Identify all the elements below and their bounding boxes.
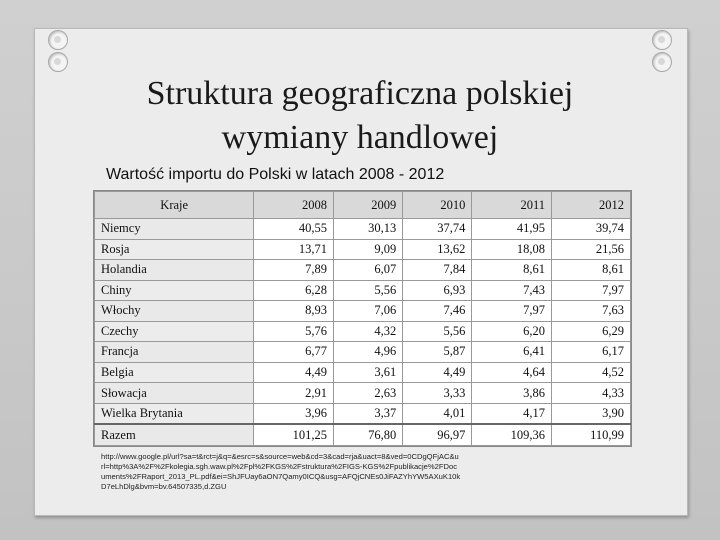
value-cell: 3,61: [334, 362, 403, 383]
value-cell: 4,49: [254, 362, 334, 383]
table-row: [95, 239, 631, 260]
table-row: [95, 301, 631, 322]
value-cell: 109,36: [472, 424, 552, 445]
country-cell: Czechy: [95, 321, 254, 342]
value-cell: 30,13: [334, 219, 403, 240]
value-cell: 5,76: [254, 321, 334, 342]
value-cell: 40,55: [254, 219, 334, 240]
value-cell: 3,86: [472, 383, 552, 404]
value-cell: 4,96: [334, 342, 403, 363]
table-row: [95, 219, 631, 240]
value-cell: 101,25: [254, 424, 334, 445]
table-row: [95, 403, 631, 424]
top-right-ring-icon: [652, 30, 672, 50]
value-cell: 4,17: [472, 403, 552, 424]
value-cell: 37,74: [403, 219, 472, 240]
top-left-ring-icon: [48, 52, 68, 72]
value-cell: 18,08: [472, 239, 552, 260]
value-cell: 76,80: [334, 424, 403, 445]
table-row: [95, 424, 631, 445]
import-table: [94, 191, 631, 446]
value-cell: 4,49: [403, 362, 472, 383]
value-cell: 6,07: [334, 260, 403, 281]
value-cell: 6,41: [472, 342, 552, 363]
value-cell: 7,06: [334, 301, 403, 322]
slide-title-line-2: wymiany handlowej: [221, 119, 499, 156]
table-row: [95, 383, 631, 404]
value-cell: 6,28: [254, 280, 334, 301]
value-cell: 21,56: [552, 239, 631, 260]
import-table-container: [93, 190, 632, 447]
value-cell: 6,20: [472, 321, 552, 342]
country-cell: Francja: [95, 342, 254, 363]
value-cell: 3,33: [403, 383, 472, 404]
column-header: 2012: [552, 192, 631, 219]
value-cell: 9,09: [334, 239, 403, 260]
column-header: 2009: [334, 192, 403, 219]
value-cell: 6,17: [552, 342, 631, 363]
value-cell: 5,56: [403, 321, 472, 342]
value-cell: 7,46: [403, 301, 472, 322]
source-url: http://www.google.pl/url?sa=t&rct=j&q=&esrc=s&source=web&cd=3&cad=rja&uact=8&ved=0CDgQFjAC&url=http%3A%2F%2Fkolegia.sgh.waw.pl%2Fpl%2FKGS%2Fstruktura%2FIGS-KGS%2Fpublikacje%2FDocuments%2FRaport_2013_PL.pdf&ei=ShJFUay6aON7Qamy0ICQ&usg=AFQjCNEs0JiFAZYhYW5AXuK10kD7eLhDlg&bvm=bv.64507335,d.ZGU: [101, 452, 461, 491]
value-cell: 8,93: [254, 301, 334, 322]
value-cell: 8,61: [552, 260, 631, 281]
column-header: 2010: [403, 192, 472, 219]
country-cell: Wielka Brytania: [95, 403, 254, 424]
table-row: [95, 342, 631, 363]
value-cell: 7,84: [403, 260, 472, 281]
table-row: [95, 280, 631, 301]
value-cell: 2,63: [334, 383, 403, 404]
value-cell: 5,56: [334, 280, 403, 301]
table-row: [95, 362, 631, 383]
value-cell: 39,74: [552, 219, 631, 240]
slide-title-line-1: Struktura geograficzna polskiej: [146, 75, 574, 112]
value-cell: 110,99: [552, 424, 631, 445]
slide-subtitle: Wartość importu do Polski w latach 2008 - 2012: [106, 166, 445, 183]
value-cell: 4,32: [334, 321, 403, 342]
table-row: [95, 260, 631, 281]
value-cell: 6,29: [552, 321, 631, 342]
value-cell: 2,91: [254, 383, 334, 404]
value-cell: 7,43: [472, 280, 552, 301]
top-right-ring-icon: [652, 52, 672, 72]
value-cell: 6,77: [254, 342, 334, 363]
value-cell: 4,64: [472, 362, 552, 383]
country-cell: Słowacja: [95, 383, 254, 404]
slide-title: [60, 72, 660, 160]
table-body: [95, 219, 631, 446]
country-cell: Holandia: [95, 260, 254, 281]
country-cell: Rosja: [95, 239, 254, 260]
value-cell: 8,61: [472, 260, 552, 281]
country-cell: Włochy: [95, 301, 254, 322]
country-cell: Chiny: [95, 280, 254, 301]
value-cell: 13,71: [254, 239, 334, 260]
column-header: 2011: [472, 192, 552, 219]
value-cell: 3,96: [254, 403, 334, 424]
country-cell: Razem: [95, 424, 254, 445]
value-cell: 4,52: [552, 362, 631, 383]
value-cell: 7,63: [552, 301, 631, 322]
table-row: [95, 321, 631, 342]
column-header: 2008: [254, 192, 334, 219]
value-cell: 41,95: [472, 219, 552, 240]
country-cell: Belgia: [95, 362, 254, 383]
top-left-ring-icon: [48, 30, 68, 50]
value-cell: 3,90: [552, 403, 631, 424]
value-cell: 5,87: [403, 342, 472, 363]
value-cell: 96,97: [403, 424, 472, 445]
table-header-row: [95, 192, 631, 219]
country-cell: Niemcy: [95, 219, 254, 240]
column-header: Kraje: [95, 192, 254, 219]
value-cell: 7,97: [472, 301, 552, 322]
value-cell: 3,37: [334, 403, 403, 424]
value-cell: 13,62: [403, 239, 472, 260]
value-cell: 6,93: [403, 280, 472, 301]
value-cell: 4,33: [552, 383, 631, 404]
value-cell: 7,89: [254, 260, 334, 281]
value-cell: 7,97: [552, 280, 631, 301]
value-cell: 4,01: [403, 403, 472, 424]
